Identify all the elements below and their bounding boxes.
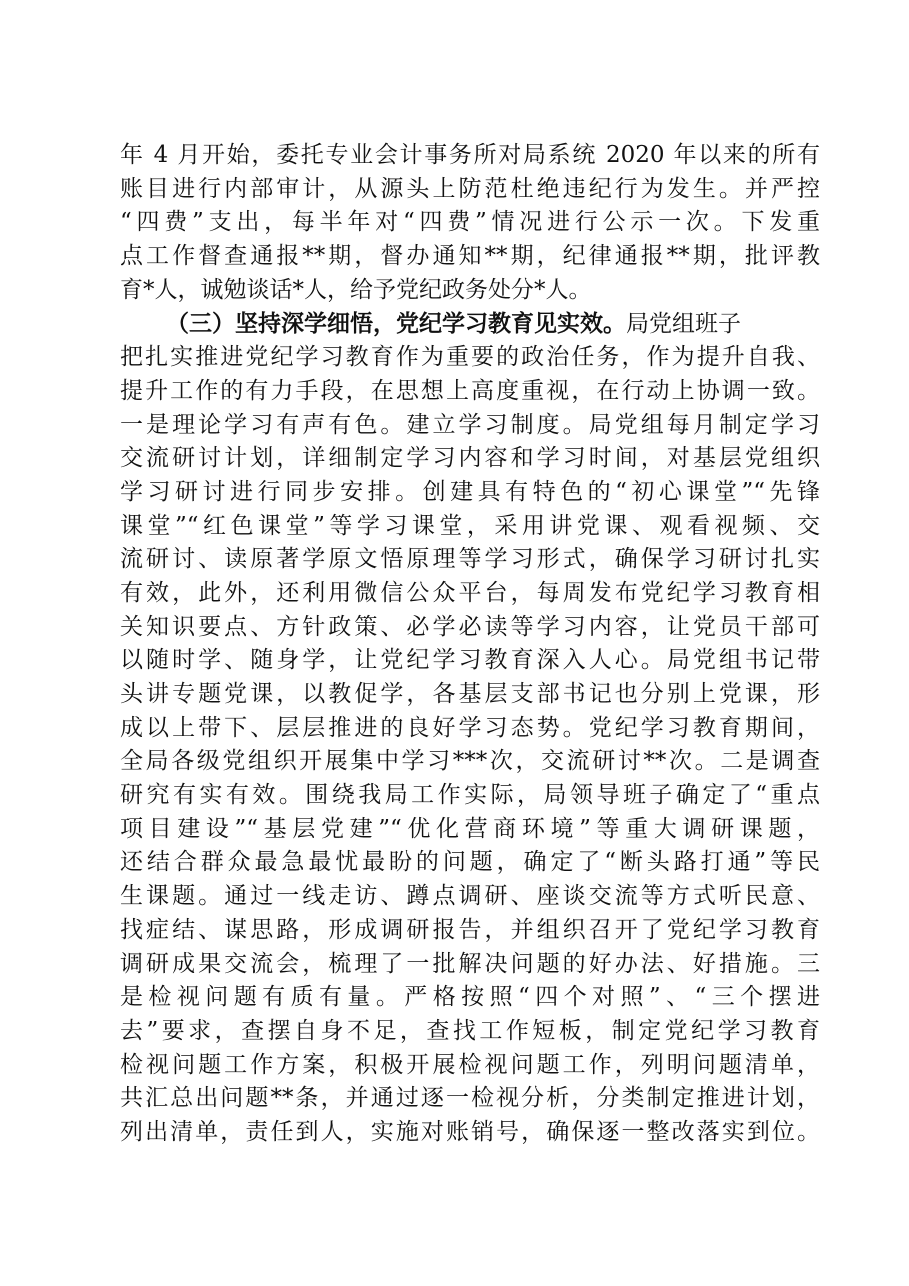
- text-line: 课堂”“红色课堂”等学习课堂，采用讲党课、观看视频、交: [120, 512, 820, 539]
- text-line: 去”要求，查摆自身不足，查找工作短板，制定党纪学习教育: [120, 1017, 820, 1044]
- text-line: 点工作督查通报**期，督办通知**期，纪律通报**期，批评教: [120, 243, 820, 270]
- text-line: 流研讨、读原著学原文悟原理等学习形式，确保学习研讨扎实: [120, 546, 820, 573]
- text-line: 以随时学、随身学，让党纪学习教育深入人心。局党组书记带: [120, 647, 820, 674]
- text-line: 账目进行内部审计，从源头上防范杜绝违纪行为发生。并严控: [120, 175, 820, 202]
- text-line: 年 4 月开始，委托专业会计事务所对局系统 2020 年以来的所有: [120, 142, 820, 168]
- text-line: 项目建设”“基层党建”“优化营商环境”等重大调研课题，: [120, 815, 820, 842]
- text-line: 提升工作的有力手段，在思想上高度重视，在行动上协调一致。: [120, 377, 820, 404]
- text-line: 学习研讨进行同步安排。创建具有特色的“初心课堂”“先锋: [120, 478, 820, 505]
- document-body: [120, 139, 820, 1150]
- text-line: 头讲专题党课，以教促学，各基层支部书记也分别上党课，形: [120, 681, 820, 707]
- text-line: 全局各级党组织开展集中学习***次，交流研讨**次。二是调查: [120, 748, 820, 775]
- text-line: 生课题。通过一线走访、蹲点调研、座谈交流等方式听民意、: [120, 883, 820, 910]
- text-line: 共汇总出问题**条，并通过逐一检视分析，分类制定推进计划，: [120, 1085, 820, 1112]
- text-line: 调研成果交流会，梳理了一批解决问题的好办法、好措施。三: [120, 950, 820, 977]
- text-line: 有效，此外，还利用微信公众平台，每周发布党纪学习教育相: [120, 579, 820, 606]
- text-line: 把扎实推进党纪学习教育作为重要的政治任务，作为提升自我、: [120, 344, 820, 371]
- text-line: 育*人，诚勉谈话*人，给予党纪政务处分*人。: [120, 276, 592, 303]
- text-line: 一是理论学习有声有色。建立学习制度。局党组每月制定学习: [120, 411, 820, 438]
- text-line: “四费”支出，每半年对“四费”情况进行公示一次。下发重: [120, 209, 820, 236]
- text-line: 是检视问题有质有量。严格按照“四个对照”、“三个摆进: [120, 984, 820, 1011]
- text-line: 还结合群众最急最忧最盼的问题，确定了“断头路打通”等民: [120, 849, 820, 876]
- text-line: 研究有实有效。围绕我局工作实际，局领导班子确定了“重点: [120, 782, 820, 809]
- text-line: 交流研讨计划，详细制定学习内容和学习时间，对基层党组织: [120, 445, 820, 472]
- section-heading: （三）坚持深学细悟，党纪学习教育见实效。: [166, 310, 626, 338]
- text-line: 关知识要点、方针政策、必学必读等学习内容，让党员干部可: [120, 613, 820, 640]
- text-line: 检视问题工作方案，积极开展检视问题工作，列明问题清单，: [120, 1051, 820, 1078]
- text-line: 成以上带下、层层推进的良好学习态势。党纪学习教育期间，: [120, 714, 820, 741]
- text-fragment: 局党组班子: [626, 311, 741, 338]
- section-heading-line: [120, 307, 820, 341]
- text-line: 找症结、谋思路，形成调研报告，并组织召开了党纪学习教育: [120, 916, 820, 943]
- text-line: 列出清单，责任到人，实施对账销号，确保逐一整改落实到位。: [120, 1118, 820, 1145]
